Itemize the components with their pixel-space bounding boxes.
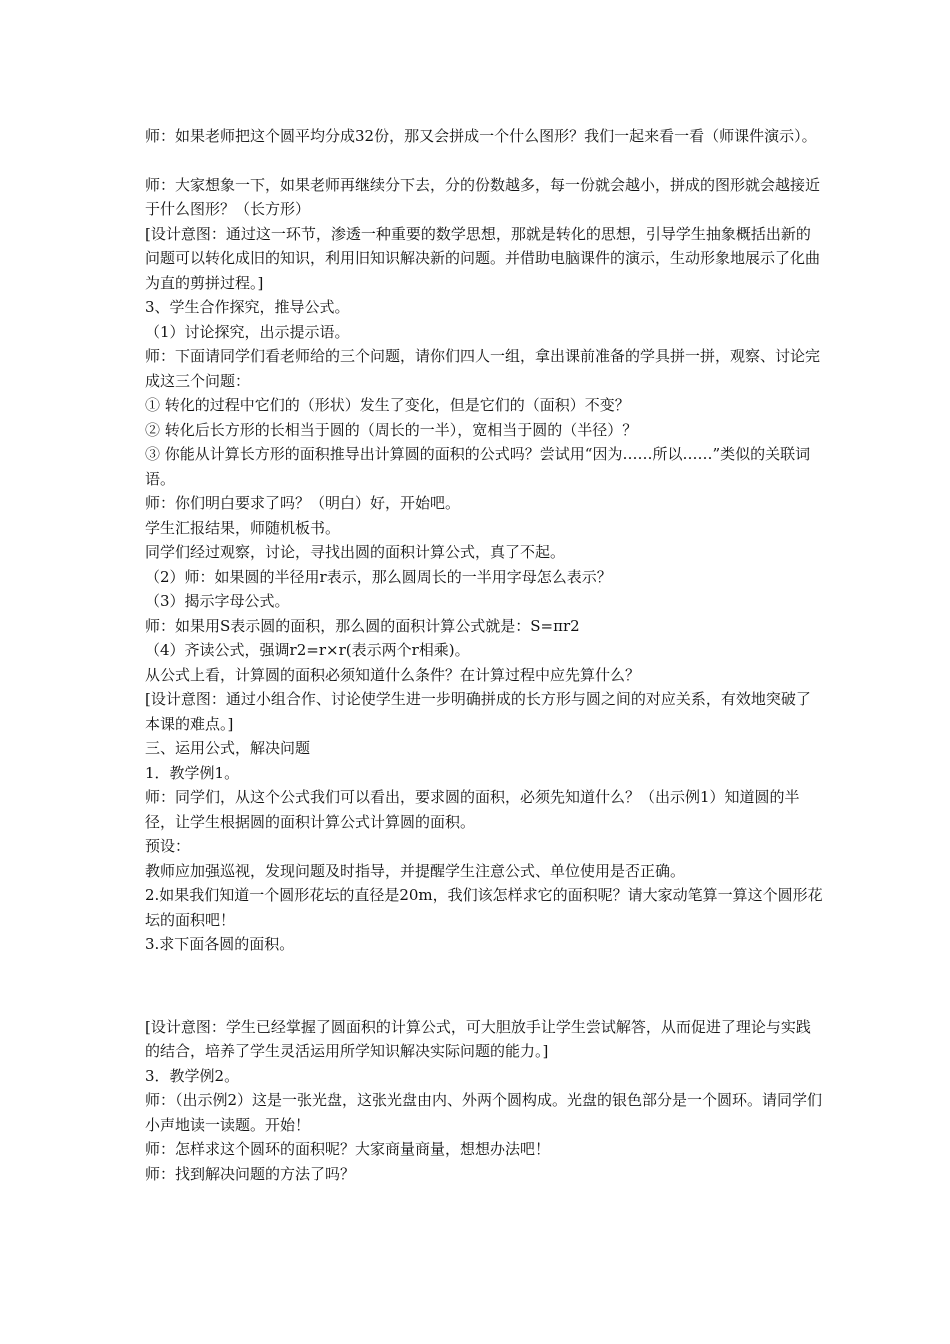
section-heading-3: 3、学生合作探究，推导公式。: [145, 298, 350, 316]
design-intent-1: [设计意图：通过这一环节，渗透一种重要的数学思想，那就是转化的思想，引导学生抽象概括出新的问题可以转化成旧的知识，利用旧知识解决新的问题。并借助电脑课件的演示，生动形象地展示了化曲为直的剪拼过程。]: [145, 224, 821, 292]
paragraph-preset: 预设：: [145, 837, 191, 855]
design-intent-3: [设计意图：学生已经掌握了圆面积的计算公式，可大胆放手让学生尝试解答，从而促进了理论与实践的结合，培养了学生灵活运用所学知识解决实际问题的能力。]: [145, 1017, 811, 1060]
paragraph-conditions: 从公式上看，计算圆的面积必须知道什么条件？在计算过程中应先算什么？: [145, 665, 641, 684]
question-3: ③ 你能从计算长方形的面积推导出计算圆的面积的公式吗？尝试用“因为……所以……”类似的关联词语。: [145, 445, 811, 488]
paragraph-ring-question: 师：怎样求这个圆环的面积呢？大家商量商量，想想办法吧！: [145, 1140, 551, 1158]
question-2: ② 转化后长方形的长相当于圆的（周长的一半），宽相当于圆的（半径）？: [145, 420, 638, 439]
paragraph-example-1: 师：同学们，从这个公式我们可以看出，要求圆的面积，必须先知道什么？（出示例1）知道圆的半径，让学生根据圆的面积计算公式计算圆的面积。: [145, 788, 800, 831]
paragraph-formula: 师：如果用S表示圆的面积，那么圆的面积计算公式就是：S=πr2: [145, 616, 580, 635]
paragraph-teacher-patrol: 教师应加强巡视，发现问题及时指导，并提醒学生注意公式、单位使用是否正确。: [145, 861, 686, 880]
step-3: （3）揭示字母公式。: [145, 592, 290, 610]
document-body: [145, 124, 825, 1186]
section-heading-three: 三、运用公式，解决问题: [145, 739, 311, 757]
example-1-heading: 1．教学例1。: [145, 763, 240, 782]
paragraph-start: 师：你们明白要求了吗？（明白）好，开始吧。: [145, 494, 461, 512]
paragraph-2: 师：大家想象一下，如果老师再继续分下去，分的份数越多，每一份就会越小，拼成的图形就会越接近于什么图形？（长方形）: [145, 175, 821, 218]
paragraph-example-2: 师：（出示例2）这是一张光盘，这张光盘由内、外两个圆构成。光盘的银色部分是一个圆环。请同学们小声地读一读题。开始！: [145, 1091, 823, 1134]
paragraph-circles-area: 3.求下面各圆的面积。: [145, 935, 295, 953]
paragraph-found-method: 师：找到解决问题的方法了吗？: [145, 1164, 356, 1183]
step-2: （2）师：如果圆的半径用r表示，那么圆周长的一半用字母怎么表示？: [145, 567, 612, 586]
paragraph-praise: 同学们经过观察，讨论，寻找出圆的面积计算公式，真了不起。: [145, 543, 566, 561]
paragraph-teacher-instructions: 师：下面请同学们看老师给的三个问题，请你们四人一组，拿出课前准备的学具拼一拼，观察、讨论完成这三个问题：: [145, 347, 821, 390]
paragraph-report: 学生汇报结果，师随机板书。: [145, 518, 341, 537]
question-1: ① 转化的过程中它们的（形状）发生了变化，但是它们的（面积）不变？: [145, 396, 630, 414]
example-2-heading: 3．教学例2。: [145, 1066, 240, 1085]
step-4: （4）齐读公式，强调r2=r×r(表示两个r相乘)。: [145, 641, 470, 659]
paragraph-flowerbed: 2.如果我们知道一个圆形花坛的直径是20m，我们该怎样求它的面积呢？请大家动笔算一算这个圆形花坛的面积吧！: [145, 886, 823, 929]
blank-line: [145, 149, 825, 173]
step-1: （1）讨论探究，出示提示语。: [145, 322, 350, 341]
blank-space: [145, 957, 825, 1015]
paragraph-1: 师：如果老师把这个圆平均分成32份，那又会拼成一个什么图形？我们一起来看一看（师课件演示）。: [145, 127, 817, 145]
design-intent-2: [设计意图：通过小组合作、讨论使学生进一步明确拼成的长方形与圆之间的对应关系，有效地突破了本课的难点。]: [145, 690, 811, 733]
